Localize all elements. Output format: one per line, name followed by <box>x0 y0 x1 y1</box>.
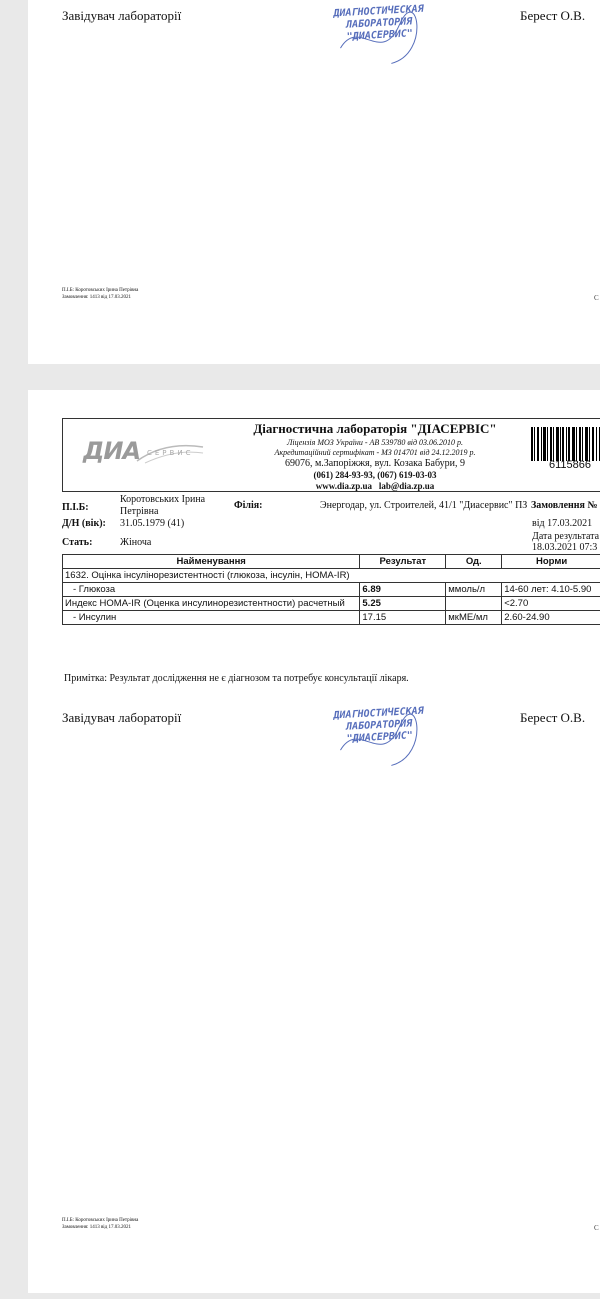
lab-license: Ліцензія МОЗ України - АВ 539780 від 03.06.2010 р. <box>286 438 464 447</box>
test-name: - Инсулин <box>63 611 360 625</box>
barcode-number: 6115866 <box>549 459 592 471</box>
test-result: 5.25 <box>360 597 446 611</box>
test-result: 17.15 <box>360 611 446 625</box>
test-group-title: 1632. Оцінка інсулінорезистентності (глюкоза, інсулін, HOMA-IR) <box>63 569 600 583</box>
lab-stamp: ДИАГНОСТИЧЕСКАЯ ЛАБОРАТОРИЯ "ДИАСЕРВИС" <box>318 3 441 73</box>
head-of-lab-title: Завідувач лабораторії <box>62 8 182 23</box>
test-name: - Глюкоза <box>63 583 360 597</box>
disclaimer-note: Примітка: Результат дослідження не є діагнозом та потребує консультації лікаря. <box>64 673 409 684</box>
lab-website[interactable]: www.dia.zp.ua <box>315 481 373 491</box>
lab-phones: (061) 284-93-93, (067) 619-03-03 <box>313 470 437 480</box>
branch-value: Энергодар, ул. Строителей, 41/1 "Диасервис" ПЗ <box>320 500 528 511</box>
test-name: Индекс HOMA-IR (Оценка инсулинорезистентности) расчетный <box>63 597 360 611</box>
barcode-icon <box>531 427 600 461</box>
lab-header <box>62 418 600 492</box>
dob-label: Д/Н (вік): <box>62 518 106 529</box>
lab-email[interactable]: lab@dia.zp.ua <box>378 481 435 491</box>
footer-info: П.І.Б: Коротовських Ірина Петрівна Замовлення: 1413 від 17.03.2021 <box>62 288 139 300</box>
document-page-2 <box>28 390 600 1293</box>
lab-name: Діагностична лабораторія "ДІАСЕРВІС" <box>253 421 497 436</box>
sex-label: Стать: <box>62 537 93 548</box>
patient-name-label: П.І.Б: <box>62 502 89 513</box>
table-group-row <box>63 569 600 583</box>
result-date-value: 18.03.2021 07:3 <box>532 542 598 553</box>
test-norm: 2.60-24.90 <box>502 611 600 625</box>
patient-name-value: Коротовських Ірина Петрівна <box>120 494 206 517</box>
test-norm: 14-60 лет: 4.10-5.90 <box>502 583 600 597</box>
table-row <box>63 597 600 611</box>
column-header: Результат <box>360 555 446 569</box>
head-of-lab-name: Берест О.В. <box>520 710 586 725</box>
test-unit <box>446 597 502 611</box>
head-of-lab-title: Завідувач лабораторії <box>62 710 182 725</box>
lab-accreditation: Акредитаційний сертифікат - МЗ 014701 від 24.12.2019 р. <box>274 448 476 457</box>
head-of-lab-name: Берест О.В. <box>520 8 586 23</box>
footer-edge-letter: С <box>594 1224 599 1232</box>
dob-value: 31.05.1979 (41) <box>120 518 185 529</box>
footer-edge-letter: С <box>594 294 599 302</box>
test-unit: мкМЕ/мл <box>446 611 502 625</box>
footer-info: П.І.Б: Коротовських Ірина Петрівна Замовлення: 1413 від 17.03.2021 <box>62 1218 139 1230</box>
branch-label: Філія: <box>234 500 263 511</box>
test-norm: <2.70 <box>502 597 600 611</box>
column-header: Норми <box>502 555 600 569</box>
column-header: Найменування <box>63 555 360 569</box>
test-unit: ммоль/л <box>446 583 502 597</box>
lab-stamp: ДИАГНОСТИЧЕСКАЯ ЛАБОРАТОРИЯ "ДИАСЕРВИС" <box>318 705 441 775</box>
column-header: Од. <box>446 555 502 569</box>
lab-logo: ДИА СЕРВИС <box>83 437 203 467</box>
lab-contacts <box>227 481 523 491</box>
sex-value: Жіноча <box>120 537 152 548</box>
order-number-label: Замовлення № <box>531 500 598 511</box>
result-date-label: Дата результата <box>532 531 600 542</box>
results-table <box>62 554 600 625</box>
table-row <box>63 611 600 625</box>
table-header-row <box>63 555 600 569</box>
table-row <box>63 583 600 597</box>
document-page-1 <box>28 0 600 364</box>
lab-address: 69076, м.Запоріжжя, вул. Козака Бабури, 9 <box>284 458 466 469</box>
test-result: 6.89 <box>360 583 446 597</box>
order-date: від 17.03.2021 <box>532 518 593 529</box>
